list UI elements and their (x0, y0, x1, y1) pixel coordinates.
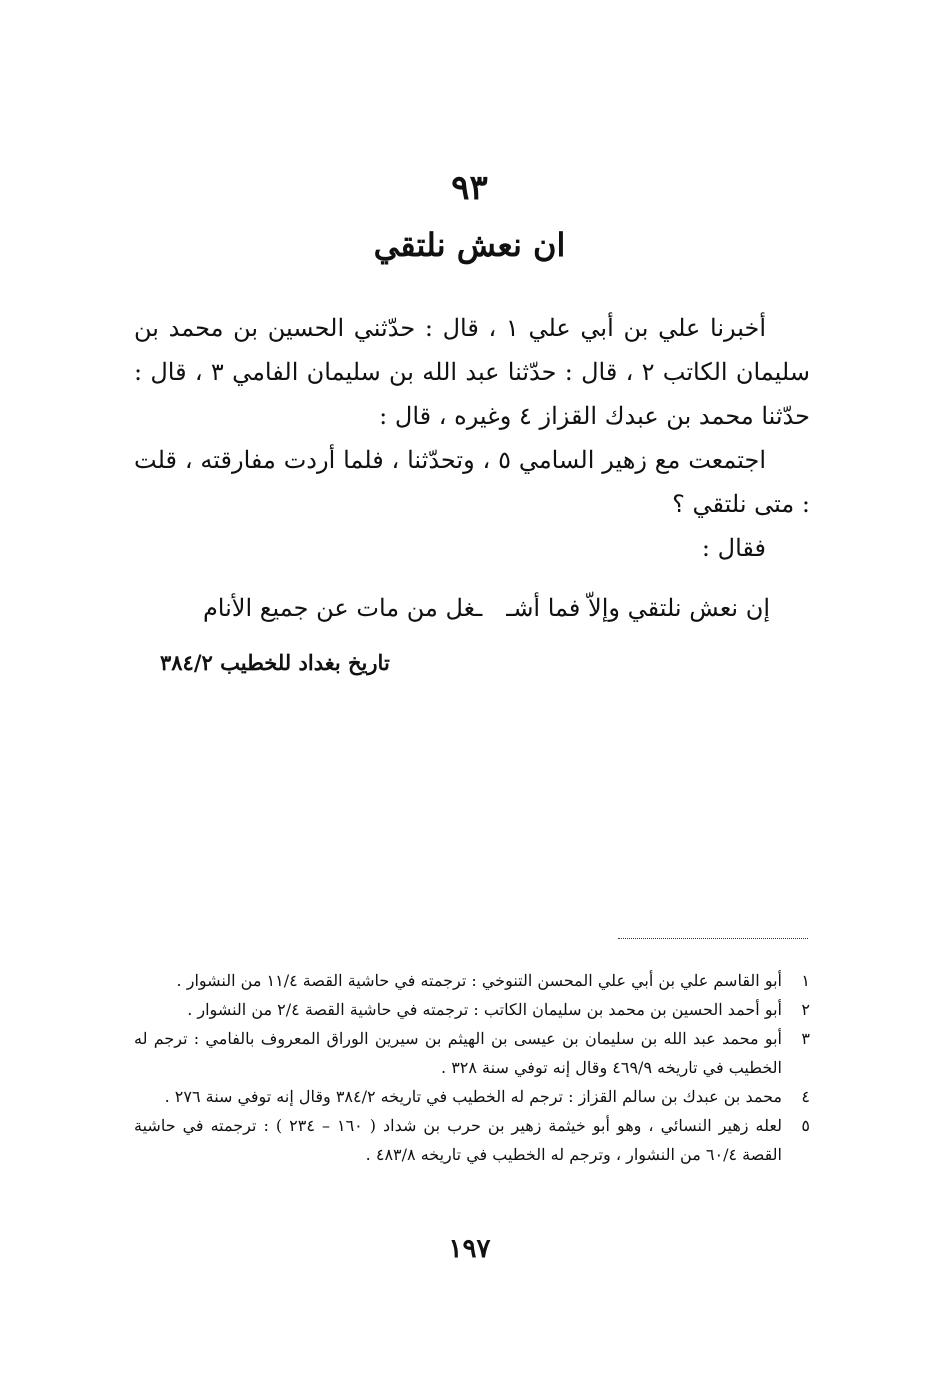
footnote-number: ١ (801, 971, 810, 990)
footnote-item (134, 995, 810, 1024)
verse-hemistich-2: ـغل من مات عن جميع الأنام (202, 594, 483, 622)
paragraph-narration: اجتمعت مع زهير السامي ٥ ، وتحدّثنا ، فلما أردت مفارقته ، قلت : متى نلتقي ؟ (134, 446, 810, 518)
story-title: ان نعش نلتقي (373, 226, 566, 264)
footnote-item (134, 1082, 810, 1111)
story-number: ٩٣ (451, 168, 488, 208)
footnote-text: محمد بن عبدك بن سالم القزاز : ترجم له الخطيب في تاريخه ٣٨٤/٢ وقال إنه توفي سنة ٢٧٦ . (164, 1087, 782, 1106)
footnote-text: أبو محمد عبد الله بن سليمان بن عيسى بن الهيثم بن سيرين الوراق المعروف بالفامي : ترجم له الخطيب في تاريخه ٤٦٩/٩ وقال إنه توفي سنة ٣٢٨ . (134, 1029, 782, 1077)
footnote-text: أبو القاسم علي بن أبي علي المحسن التنوخي : ترجمته في حاشية القصة ١١/٤ من النشوار . (176, 971, 782, 990)
story-body (134, 306, 810, 570)
source-reference: تاريخ بغداد للخطيب ٣٨٤/٢ (160, 650, 390, 675)
page-number: ١٩٧ (448, 1234, 491, 1264)
footnote-number: ٣ (801, 1029, 810, 1048)
footnote-number: ٢ (801, 1000, 810, 1019)
footnote-number: ٥ (801, 1116, 810, 1135)
paragraph-isnad: أخبرنا علي بن أبي علي ١ ، قال : حدّثني الحسين بن محمد بن سليمان الكاتب ٢ ، قال : حدّثنا عبد الله بن سليمان الفامي ٣ ، قال : حدّثنا محمد بن عبدك القزاز ٤ وغيره ، قال : (134, 314, 810, 430)
footnote-number: ٤ (801, 1087, 810, 1106)
footnote-text: أبو أحمد الحسين بن محمد بن سليمان الكاتب : ترجمته في حاشية القصة ٢/٤ من النشوار . (187, 1000, 782, 1019)
verse-hemistich-1: إن نعش نلتقي وإلاّ فما أشـ (506, 594, 770, 622)
footnote-text: لعله زهير النسائي ، وهو أبو خيثمة زهير بن حرب بن شداد ( ١٦٠ – ٢٣٤ ) : ترجمته في حاشية القصة ٦٠/٤ من النشوار ، وترجم له الخطيب في تاريخه ٤٨٣/٨ . (134, 1116, 783, 1164)
footnote-item (134, 966, 810, 995)
footnote-item (134, 1024, 810, 1082)
paragraph-reply-intro: فقال : (701, 534, 766, 562)
footnotes-list (134, 966, 810, 1169)
footnote-divider (618, 938, 808, 939)
footnote-item (134, 1111, 810, 1169)
poem-verse (160, 586, 770, 630)
